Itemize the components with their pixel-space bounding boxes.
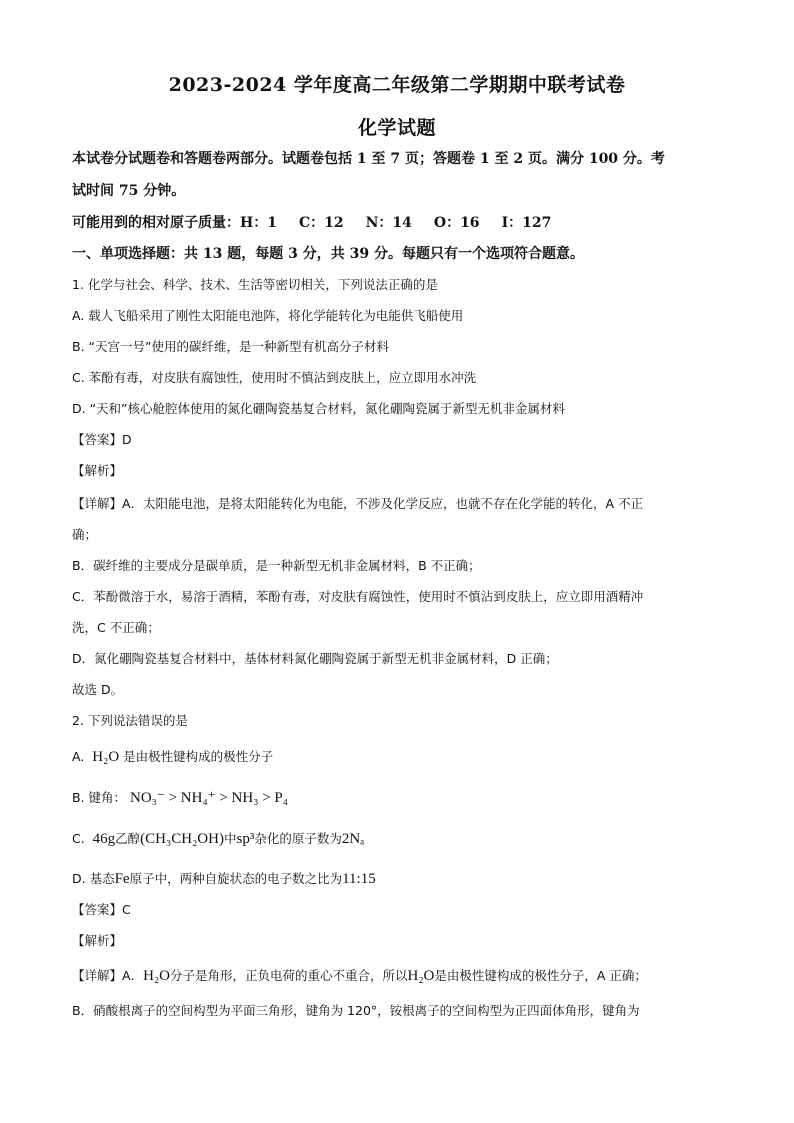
q2-option-a xyxy=(72,747,734,767)
page-subtitle: 化学试题 xyxy=(357,117,436,139)
q2-detail-a xyxy=(72,966,734,986)
water-formula-2: H₂O xyxy=(143,968,170,984)
mass-n: N：14 xyxy=(365,215,412,231)
q2-d-prefix: D. 基态 xyxy=(72,871,115,886)
q2-c-ethanol-label: 乙醇 xyxy=(115,831,141,846)
q1-option-d: D. “天和”核心舱腔体使用的氮化硼陶瓷基复合材料，氮化硼陶瓷属于新型无机非金属材料 xyxy=(72,401,566,416)
q2-detail-a-end: 是由极性键构成的极性分子，A 正确； xyxy=(434,968,647,983)
q1-detail-a-2: 确； xyxy=(72,527,98,542)
q2-b-prefix: B. 键角： xyxy=(72,790,127,805)
intro-line-2: 试时间 75 分钟。 xyxy=(72,183,186,199)
q1-analysis-label: 【解析】 xyxy=(72,463,123,478)
water-formula: H₂O xyxy=(92,749,120,765)
q2-d-text: 原子中，两种自旋状态的电子数之比为 xyxy=(129,871,343,886)
mass-value: 46g xyxy=(92,831,116,847)
q2-a-text: 是由极性键构成的极性分子 xyxy=(123,749,274,764)
avogadro-count: 2Nₐ xyxy=(341,831,365,847)
mass-c: C：12 xyxy=(298,215,344,231)
q2-c-mid: 中 xyxy=(223,831,237,846)
q1-answer: 【答案】D xyxy=(72,432,132,447)
q1-detail-d: D．氮化硼陶瓷基复合材料中，基体材料氮化硼陶瓷属于新型无机非金属材料，D 正确； xyxy=(72,651,558,666)
q1-option-a: A. 载人飞船采用了刚性太阳能电池阵，将化学能转化为电能供飞船使用 xyxy=(72,308,464,323)
water-formula-3: H₂O xyxy=(407,968,435,984)
q2-c-prefix: C. xyxy=(72,831,85,846)
q1-detail-c-1: C．苯酚微溶于水，易溶于酒精，苯酚有毒，对皮肤有腐蚀性，使用时不慎沾到皮肤上，应立即用酒精冲 xyxy=(72,589,644,604)
mass-h: H：1 xyxy=(240,215,277,231)
spin-ratio: 11:15 xyxy=(342,871,376,887)
fe-symbol: Fe xyxy=(114,871,130,887)
q2-option-c xyxy=(72,829,734,849)
q1-conclusion: 故选 D。 xyxy=(72,682,124,697)
q2-detail-a-prefix: 【详解】A． xyxy=(72,968,144,983)
bond-angle-order: NO₃⁻ > NH₄⁺ > NH₃ > P₄ xyxy=(130,790,288,806)
q1-detail-c-2: 洗，C 不正确； xyxy=(72,620,160,635)
ethanol-formula: (CH₃CH₂OH) xyxy=(140,831,224,847)
q2-option-d xyxy=(72,869,734,889)
q1-stem: 1. 化学与社会、科学、技术、生活等密切相关，下列说法正确的是 xyxy=(72,277,438,292)
sp3-label: sp³ xyxy=(236,831,255,847)
q1-option-c: C. 苯酚有毒，对皮肤有腐蚀性，使用时不慎沾到皮肤上，应立即用水冲洗 xyxy=(72,370,477,385)
q2-c-text: 杂化的原子数为 xyxy=(254,831,342,846)
mass-o: O：16 xyxy=(433,215,480,231)
q1-option-b: B. “天宫一号”使用的碳纤维，是一种新型有机高分子材料 xyxy=(72,339,389,354)
q2-detail-a-mid: 分子是角形，正负电荷的重心不重合，所以 xyxy=(169,968,408,983)
q1-detail-a-1: 【详解】A．太阳能电池，是将太阳能转化为电能，不涉及化学反应，也就不存在化学能的转化，A 不正 xyxy=(72,496,644,511)
mass-i: I：127 xyxy=(501,215,552,231)
q2-analysis-label: 【解析】 xyxy=(72,933,123,948)
q2-detail-b: B．硝酸根离子的空间构型为平面三角形，键角为 120°，铵根离子的空间构型为正四面体角形，键角为 xyxy=(72,1003,640,1018)
q1-detail-b: B．碳纤维的主要成分是碳单质，是一种新型无机非金属材料，B 不正确； xyxy=(72,558,481,573)
atomic-label: 可能用到的相对原子质量： xyxy=(72,215,240,231)
page-title: 2023-2024 学年度高二年级第二学期期中联考试卷 xyxy=(168,74,626,96)
atomic-masses xyxy=(72,213,734,233)
q2-stem: 2. 下列说法错误的是 xyxy=(72,713,188,728)
q2-answer: 【答案】C xyxy=(72,902,131,917)
q2-a-prefix: A. xyxy=(72,749,85,764)
q2-option-b xyxy=(72,788,734,808)
intro-line-1: 本试卷分试题卷和答题卷两部分。试题卷包括 1 至 7 页；答题卷 1 至 2 页。满分 100 分。考 xyxy=(72,151,665,167)
section-heading: 一、单项选择题：共 13 题，每题 3 分，共 39 分。每题只有一个选项符合题意。 xyxy=(72,246,584,262)
